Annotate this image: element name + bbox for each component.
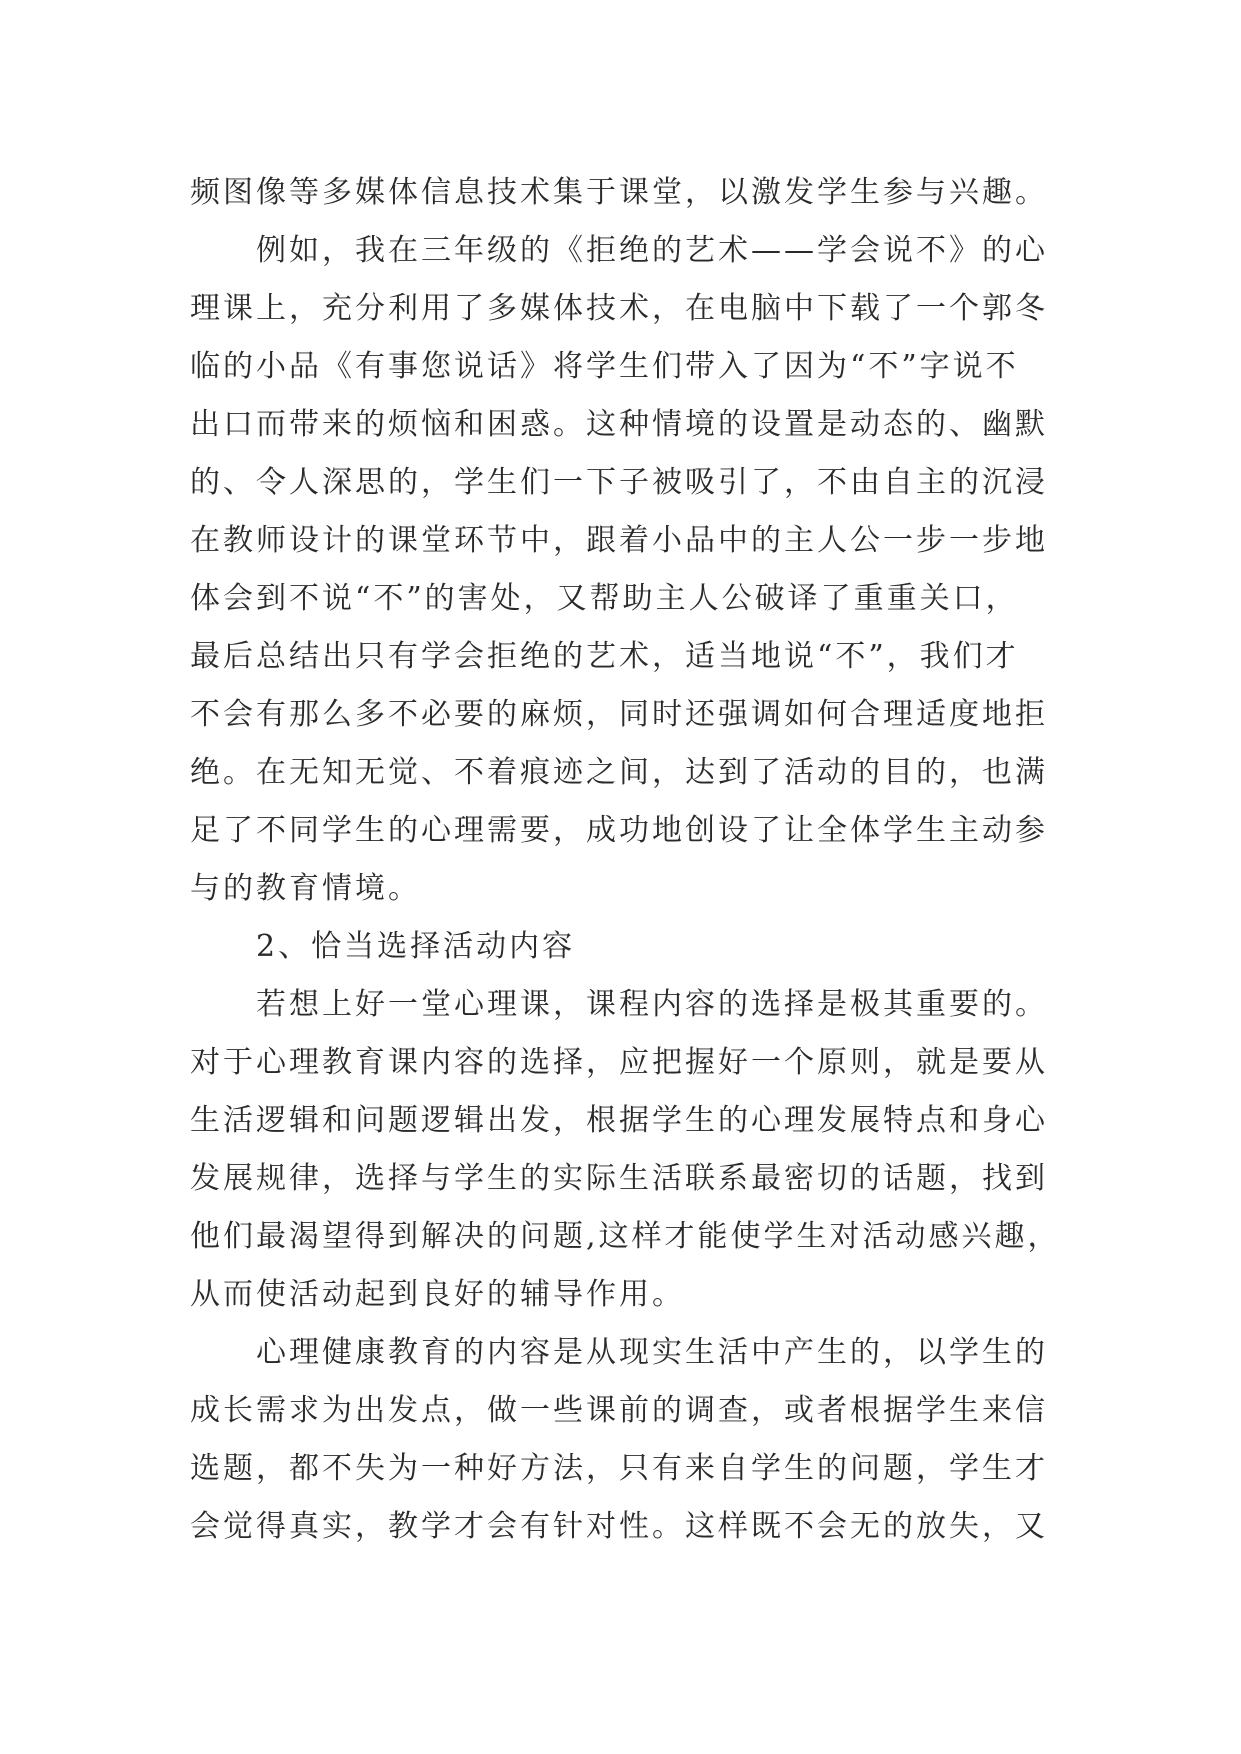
body-text bbox=[190, 164, 1070, 1556]
text-line: 发展规律，选择与学生的实际生活联系最密切的话题，找到 bbox=[190, 1161, 1048, 1196]
text-line: 若想上好一堂心理课，课程内容的选择是极其重要的。 bbox=[190, 987, 1048, 1022]
text-line: 足了不同学生的心理需要，成功地创设了让全体学生主动参 bbox=[190, 813, 1048, 848]
text-line: 生活逻辑和问题逻辑出发，根据学生的心理发展特点和身心 bbox=[190, 1103, 1048, 1138]
text-line: 在教师设计的课堂环节中，跟着小品中的主人公一步一步地 bbox=[190, 523, 1048, 558]
text-line: 出口而带来的烦恼和困惑。这种情境的设置是动态的、幽默 bbox=[190, 407, 1048, 442]
text-line: 他们最渴望得到解决的问题,这样才能使学生对活动感兴趣， bbox=[190, 1219, 1061, 1254]
text-line: 频图像等多媒体信息技术集于课堂，以激发学生参与兴趣。 bbox=[190, 175, 1048, 210]
text-line: 体会到不说“不”的害处，又帮助主人公破译了重重关口， bbox=[190, 581, 1019, 616]
text-line: 从而使活动起到良好的辅导作用。 bbox=[190, 1277, 685, 1312]
text-line: 绝。在无知无觉、不着痕迹之间，达到了活动的目的，也满 bbox=[190, 755, 1048, 790]
text-line: 例如，我在三年级的《拒绝的艺术——学会说不》的心 bbox=[190, 233, 1048, 268]
section-heading: 2、恰当选择活动内容 bbox=[190, 929, 576, 964]
text-line: 对于心理教育课内容的选择，应把握好一个原则，就是要从 bbox=[190, 1045, 1048, 1080]
text-line: 不会有那么多不必要的麻烦，同时还强调如何合理适度地拒 bbox=[190, 697, 1048, 732]
text-line: 临的小品《有事您说话》将学生们带入了因为“不”字说不 bbox=[190, 349, 1019, 384]
text-line: 选题，都不失为一种好方法，只有来自学生的问题，学生才 bbox=[190, 1451, 1048, 1486]
text-line: 心理健康教育的内容是从现实生活中产生的，以学生的 bbox=[190, 1335, 1048, 1370]
text-line: 与的教育情境。 bbox=[190, 871, 421, 906]
text-line: 会觉得真实，教学才会有针对性。这样既不会无的放失，又 bbox=[190, 1509, 1048, 1544]
text-line: 最后总结出只有学会拒绝的艺术，适当地说“不”，我们才 bbox=[190, 639, 1019, 674]
text-line: 成长需求为出发点，做一些课前的调查，或者根据学生来信 bbox=[190, 1393, 1048, 1428]
text-line: 理课上，充分利用了多媒体技术，在电脑中下载了一个郭冬 bbox=[190, 291, 1048, 326]
text-line: 的、令人深思的，学生们一下子被吸引了，不由自主的沉浸 bbox=[190, 465, 1048, 500]
